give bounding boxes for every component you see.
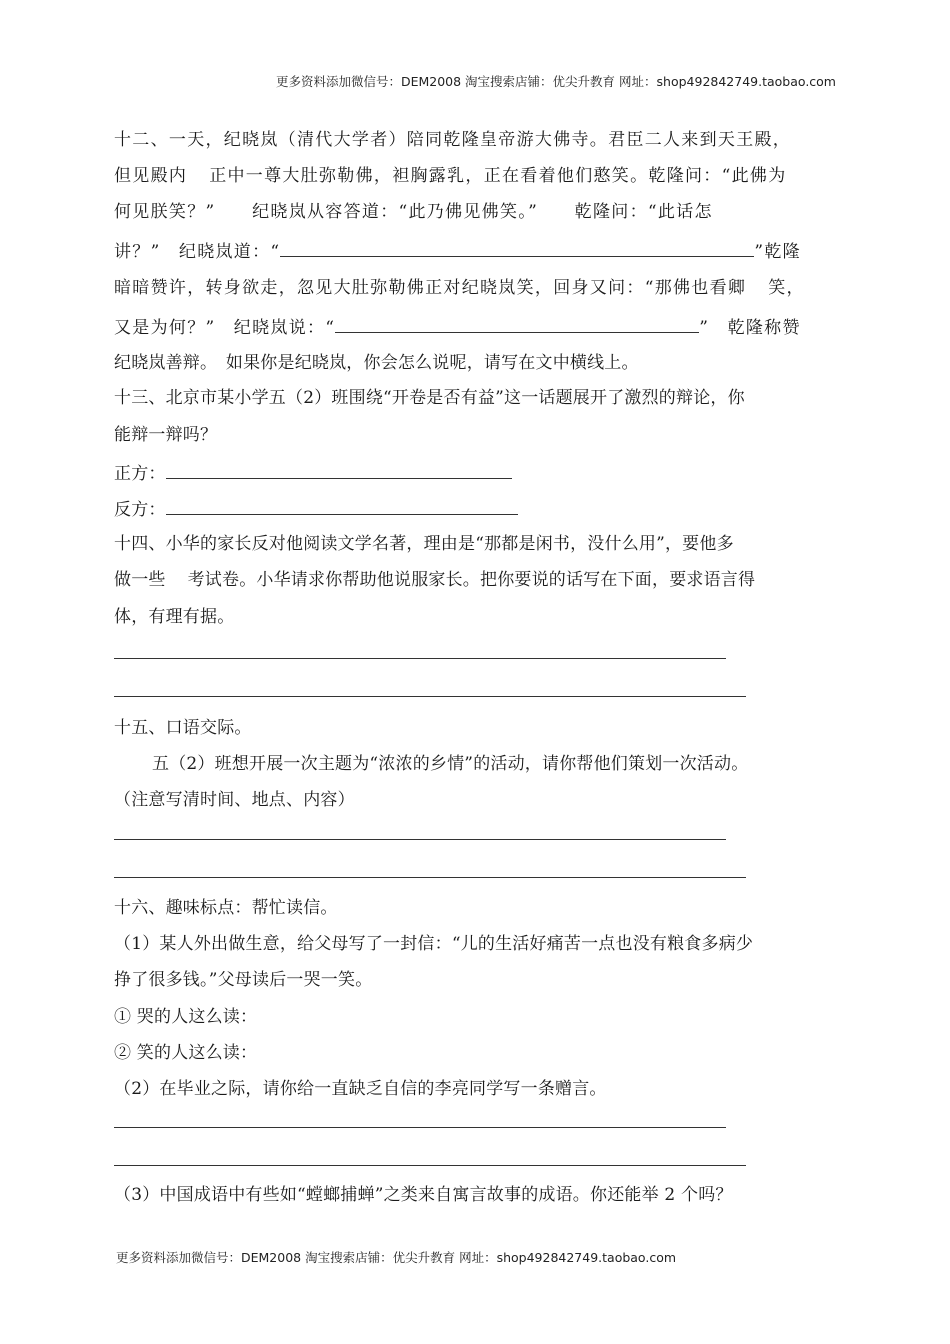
q16-answer-line-1[interactable] [114,1127,726,1128]
q12-line-6 [114,314,801,340]
q12-line-4 [114,238,801,264]
q14-answer-line-2[interactable] [114,696,746,697]
q14-line-2b: 考试卷。小华请求你帮助他说服家长。把你要说的话写在下面，要求语言得 [187,570,756,590]
q16-answer-line-2[interactable] [114,1165,746,1166]
q14-answer-line-1[interactable] [114,658,726,659]
q14-line-2a: 做一些 [114,570,166,590]
q14-line-3: 体，有理有据。 [114,607,235,627]
q12-line-5b: 笑， [768,278,805,298]
q13-con [114,496,518,522]
q15-line-2: （注意写清时间、地点、内容） [114,790,355,810]
q15-answer-line-1[interactable] [114,839,726,840]
q13-line-1: 十三、北京市某小学五（2）班围绕“开卷是否有益”这一话题展开了激烈的辩论，你 [114,388,745,408]
q16-part3: （3）中国成语中有些如“螳螂捕蝉”之类来自寓言故事的成语。你还能举 2 个吗？ [114,1185,733,1205]
q16-title: 十六、趣味标点：帮忙读信。 [114,898,338,918]
q13-con-blank[interactable] [166,496,518,515]
q15-title: 十五、口语交际。 [114,718,252,738]
q12-line-2b: 正中一尊大肚弥勒佛，袒胸露乳，正在看着他们憨笑。乾隆问：“此佛为 [209,166,787,186]
q12-line-3: 何见朕笑？” 纪晓岚从容答道：“此乃佛见佛笑。” 乾隆问：“此话怎 [114,202,713,222]
q16-cry-reading: ① 哭的人这么读： [114,1007,258,1027]
q12-line-5 [114,276,805,300]
q12-line-4b: ”乾隆 [754,242,801,262]
q12-line-7: 纪晓岚善辩。 如果你是纪晓岚，你会怎么说呢，请写在文中横线上。 [114,353,639,373]
q12-line-6b: ” 乾隆称赞 [699,318,801,338]
q12-answer-blank-2[interactable] [335,314,699,333]
q12-line-1: 十二、一天，纪晓岚（清代大学者）陪同乾隆皇帝游大佛寺。君臣二人来到天王殿， [114,130,792,150]
q16-part2: （2）在毕业之际，请你给一直缺乏自信的李亮同学写一条赠言。 [114,1079,607,1099]
q12-line-6a: 又是为何？” 纪晓岚说：“ [114,318,336,338]
q12-line-5a: 暗暗赞许，转身欲走，忽见大肚弥勒佛正对纪晓岚笑，回身又问：“那佛也看卿 [114,278,747,298]
page-footer: 更多资料添加微信号：DEM2008 淘宝搜索店铺：优尖升教育 网址：shop492842749.taobao.com [116,1250,677,1265]
q13-con-label: 反方： [114,500,166,520]
q13-pro [114,460,512,486]
q13-pro-label: 正方： [114,464,166,484]
q15-line-1: 五（2）班想开展一次主题为“浓浓的乡情”的活动，请你帮他们策划一次活动。 [152,754,749,774]
q14-line-1: 十四、小华的家长反对他阅读文学名著，理由是“那都是闲书，没什么用”，要他多 [114,534,734,554]
q12-line-2 [114,164,787,188]
q12-line-2a: 但见殿内 [114,166,188,186]
q16-part1-line-2: 挣了很多钱。”父母读后一哭一笑。 [114,970,373,990]
q14-line-2 [114,568,755,592]
q12-line-4a: 讲？” 纪晓岚道：“ [114,242,281,262]
q12-answer-blank-1[interactable] [280,238,754,257]
q16-part1-line-1: （1）某人外出做生意，给父母写了一封信：“儿的生活好痛苦一点也没有粮食多病少 [114,934,754,954]
page-header: 更多资料添加微信号：DEM2008 淘宝搜索店铺：优尖升教育 网址：shop492842749.taobao.com [275,74,836,89]
q15-answer-line-2[interactable] [114,877,746,878]
q13-line-2: 能辩一辩吗？ [114,425,218,445]
q16-laugh-reading: ② 笑的人这么读： [114,1043,258,1063]
q13-pro-blank[interactable] [166,460,512,479]
